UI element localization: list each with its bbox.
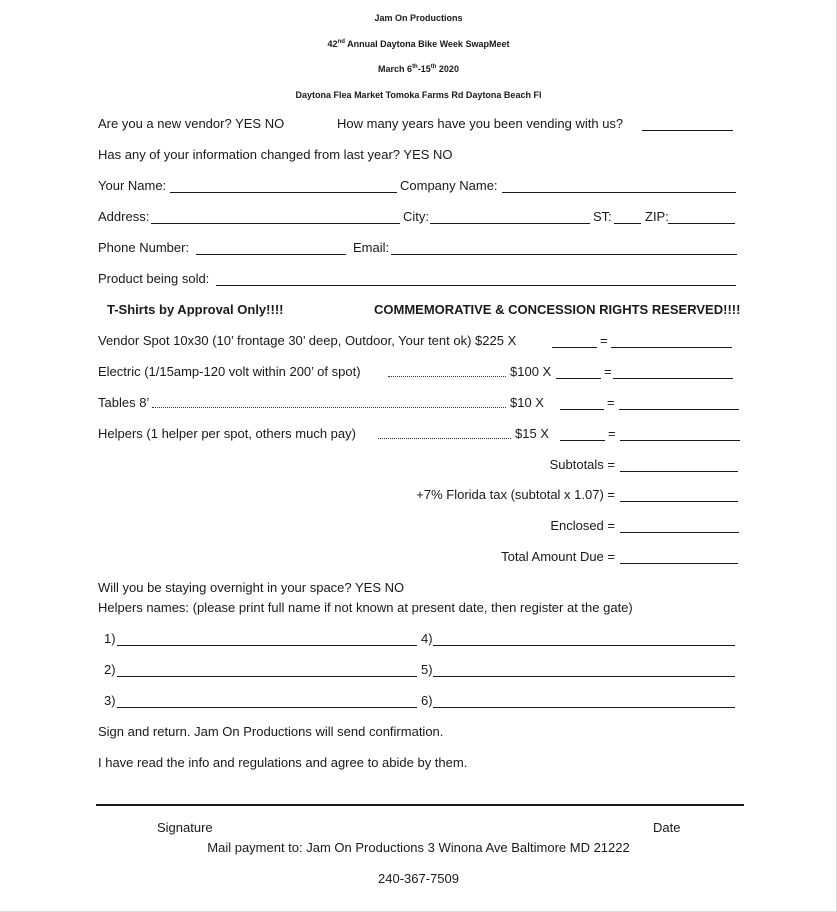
electric-equals: = [604, 364, 612, 379]
tables-qty-blank[interactable] [560, 409, 604, 410]
sign-return-text: Sign and return. Jam On Productions will send confirmation. [98, 724, 444, 739]
info-changed-question: Has any of your information changed from last year? YES NO [98, 147, 453, 162]
rights-notice: COMMEMORATIVE & CONCESSION RIGHTS RESERVED!!!! [374, 302, 741, 317]
date-label: Date [653, 820, 681, 835]
tables-equals: = [607, 395, 615, 410]
phone-label: Phone Number: [98, 240, 190, 255]
helper-slot-5-blank[interactable] [433, 676, 735, 677]
helper-slot-3-blank[interactable] [117, 707, 417, 708]
tshirts-notice: T-Shirts by Approval Only!!!! [107, 302, 284, 317]
tables-leader-dots [152, 407, 506, 408]
tax-label: +7% Florida tax (subtotal x 1.07) = [416, 487, 615, 502]
electric-label: Electric (1/15amp-120 volt within 200’ of spot) [98, 364, 361, 379]
helper-slot-1-blank[interactable] [117, 645, 417, 646]
tables-price: $10 X [510, 395, 544, 410]
tax-blank[interactable] [620, 501, 738, 502]
helper-slot-3-label: 3) [104, 693, 116, 708]
city-label: City: [403, 209, 429, 224]
footer-phone: 240-367-7509 [378, 871, 459, 886]
mail-payment-text: Mail payment to: Jam On Productions 3 Winona Ave Baltimore MD 21222 [207, 840, 630, 855]
vendor-spot-equals: = [600, 333, 608, 348]
helper-slot-6-label: 6) [421, 693, 433, 708]
total-due-blank[interactable] [620, 563, 738, 564]
new-vendor-question: Are you a new vendor? YES NO [98, 116, 285, 131]
email-label: Email: [353, 240, 390, 255]
your-name-label: Your Name: [98, 178, 167, 193]
helper-slot-1-label: 1) [104, 631, 116, 646]
helper-slot-6-blank[interactable] [433, 707, 735, 708]
agree-text: I have read the info and regulations and agree to abide by them. [98, 755, 468, 770]
helpers-price: $15 X [515, 426, 549, 441]
helpers-qty-blank[interactable] [560, 440, 605, 441]
signature-line[interactable] [96, 804, 744, 806]
product-blank[interactable] [216, 285, 736, 286]
phone-blank[interactable] [196, 254, 346, 255]
header-dates: March 6th-15th 2020 [378, 64, 459, 74]
company-name-blank[interactable] [502, 192, 736, 193]
electric-total-blank[interactable] [613, 378, 733, 379]
years-question: How many years have you been vending with us? [337, 116, 624, 131]
helpers-equals: = [608, 426, 616, 441]
zip-blank[interactable] [668, 223, 735, 224]
state-blank[interactable] [614, 223, 641, 224]
city-blank[interactable] [430, 223, 590, 224]
tables-total-blank[interactable] [619, 409, 739, 410]
header-event: 42nd Annual Daytona Bike Week SwapMeet [327, 39, 510, 49]
company-name-label: Company Name: [400, 178, 498, 193]
zip-label: ZIP: [645, 209, 669, 224]
helper-slot-5-label: 5) [421, 662, 433, 677]
state-label: ST: [593, 209, 612, 224]
tables-label: Tables 8’ [98, 395, 150, 410]
header-location: Daytona Flea Market Tomoka Farms Rd Daytona Beach Fl [295, 90, 542, 100]
helper-slot-4-blank[interactable] [433, 645, 735, 646]
helper-slot-2-label: 2) [104, 662, 116, 677]
vendor-spot-label: Vendor Spot 10x30 (10’ frontage 30’ deep, Outdoor, Your tent ok) $225 X [98, 333, 517, 348]
years-blank[interactable] [642, 130, 733, 131]
enclosed-blank[interactable] [620, 532, 739, 533]
signature-label: Signature [157, 820, 213, 835]
subtotals-blank[interactable] [620, 471, 738, 472]
enclosed-label: Enclosed = [550, 518, 615, 533]
electric-price: $100 X [510, 364, 552, 379]
helper-slot-4-label: 4) [421, 631, 433, 646]
header-company: Jam On Productions [374, 13, 463, 23]
your-name-blank[interactable] [170, 192, 397, 193]
helper-slot-2-blank[interactable] [117, 676, 417, 677]
electric-qty-blank[interactable] [556, 378, 601, 379]
product-label: Product being sold: [98, 271, 210, 286]
vendor-spot-qty-blank[interactable] [552, 347, 597, 348]
helpers-label: Helpers (1 helper per spot, others much pay) [98, 426, 356, 441]
helpers-leader-dots [378, 438, 511, 439]
vendor-spot-total-blank[interactable] [611, 347, 732, 348]
email-blank[interactable] [391, 254, 737, 255]
electric-leader-dots [388, 376, 506, 377]
address-blank[interactable] [151, 223, 400, 224]
overnight-question: Will you be staying overnight in your space? YES NO [98, 580, 405, 595]
helpers-total-blank[interactable] [620, 440, 740, 441]
subtotals-label: Subtotals = [549, 457, 615, 472]
address-label: Address: [98, 209, 150, 224]
total-due-label: Total Amount Due = [501, 549, 615, 564]
helpers-names-instruction: Helpers names: (please print full name if not known at present date, then register at the gate) [98, 600, 633, 615]
